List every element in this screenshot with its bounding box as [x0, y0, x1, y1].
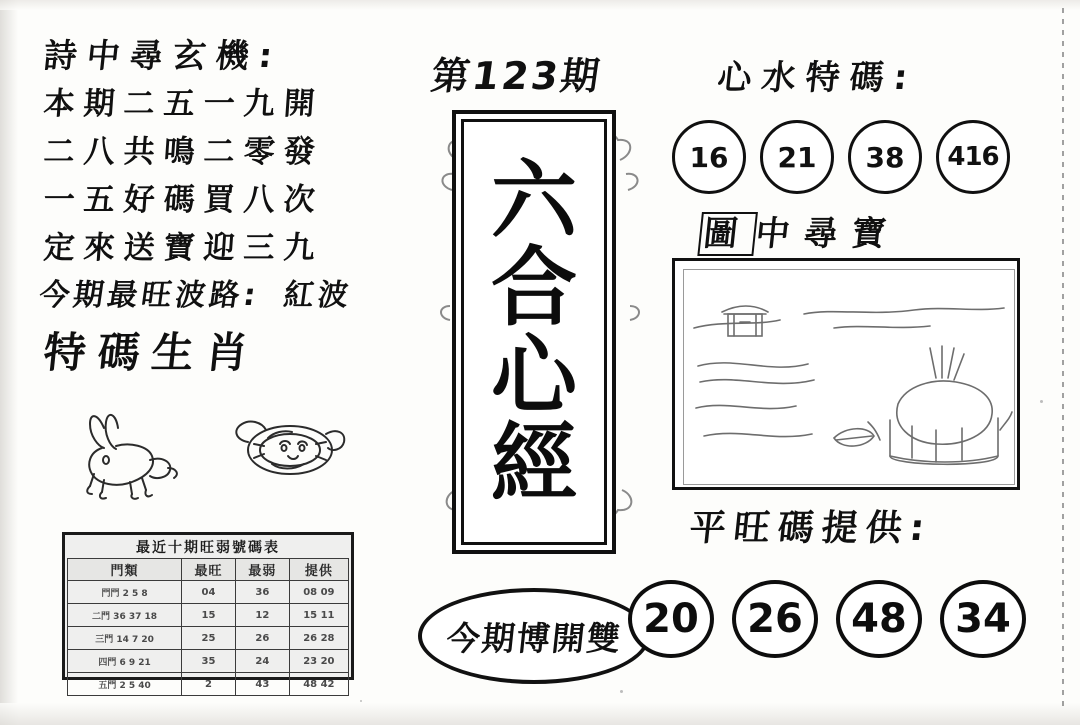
poem-line-1: 本期二五一九開: [42, 86, 326, 122]
picture-heading-rest: 中尋寶: [753, 214, 902, 254]
poem-line-3: 一五好碼買八次: [42, 182, 326, 218]
table-cell: 二門 36 37 18: [68, 604, 182, 627]
title-char-3: 心: [491, 325, 577, 426]
oval-banner: [418, 588, 650, 684]
special-number-circle: 21: [760, 120, 834, 194]
special-numbers-row: [672, 120, 1010, 194]
table-header-row: [68, 559, 349, 581]
picture-heading-char-1: 圖: [697, 212, 758, 256]
rabbit-icon: [60, 408, 210, 508]
poem-heading: 詩中尋玄機:: [41, 36, 285, 75]
ping-number-oval: 48: [836, 580, 922, 658]
table-cell: 24: [235, 650, 289, 673]
stats-table-caption: 最近十期旺弱號碼表: [136, 540, 280, 556]
table-row: [68, 581, 349, 604]
table-cell: 08 09: [289, 581, 348, 604]
table-cell: 25: [182, 627, 236, 650]
ping-number-oval: 20: [628, 580, 714, 658]
special-number-circle: 16: [672, 120, 746, 194]
table-cell: 15: [182, 604, 236, 627]
ping-numbers-heading: 平旺碼提供:: [687, 508, 935, 549]
poem-line-2: 二八共鳴二零發: [42, 134, 326, 170]
table-cell: 35: [182, 650, 236, 673]
table-cell: 2: [182, 673, 236, 696]
table-header-cell: 提供: [289, 559, 348, 581]
table-cell: 12: [235, 604, 289, 627]
table-cell: 15 11: [289, 604, 348, 627]
page-edge-shadow-left: [0, 0, 18, 725]
table-header-cell: 最旺: [182, 559, 236, 581]
picture-heading: [697, 206, 902, 255]
ping-numbers-row: [628, 580, 1026, 658]
page-edge-shadow-top: [0, 0, 1080, 10]
table-cell: 48 42: [289, 673, 348, 696]
table-cell: 五門 2 5 40: [68, 673, 182, 696]
table-row: [68, 650, 349, 673]
treasure-picture-frame: [672, 258, 1020, 490]
issue-number-label: 第123期: [428, 54, 605, 98]
table-row: [68, 673, 349, 696]
table-cell: 26 28: [289, 627, 348, 650]
table-cell: 36: [235, 581, 289, 604]
scan-speck: [360, 700, 362, 702]
table-cell: 04: [182, 581, 236, 604]
wave-route-line: [37, 270, 356, 314]
table-cell: 26: [235, 627, 289, 650]
table-cell: 三門 14 7 20: [68, 627, 182, 650]
tiger-icon: [228, 414, 358, 494]
special-number-circle: 38: [848, 120, 922, 194]
poem-line-4: 定來送寶迎三九: [42, 230, 326, 266]
oval-banner-text: 今期博開雙: [444, 618, 624, 658]
title-char-1: 六: [491, 149, 577, 251]
table-header-cell: 最弱: [235, 559, 289, 581]
table-row: [68, 604, 349, 627]
zodiac-heading: 特碼生肖: [41, 328, 263, 377]
special-number-circle: 416: [936, 120, 1010, 194]
title-plaque: [452, 110, 616, 554]
table-cell: 四門 6 9 21: [68, 650, 182, 673]
table-cell: 23 20: [289, 650, 348, 673]
title-plaque-text: [456, 114, 612, 550]
title-char-2: 合: [491, 237, 577, 339]
ping-number-oval: 26: [732, 580, 818, 658]
stats-table-container: [62, 532, 354, 691]
title-char-4: 經: [491, 412, 577, 514]
ping-number-oval: 34: [940, 580, 1026, 658]
treasure-picture: [683, 269, 1015, 485]
table-cell: 43: [235, 673, 289, 696]
table-header-cell: 門類: [68, 559, 182, 581]
table-cell: 門門 2 5 8: [68, 581, 182, 604]
wave-route-value: 紅波: [281, 278, 355, 313]
wave-route-label: 今期最旺波路:: [37, 278, 262, 313]
scan-speck: [620, 690, 623, 693]
table-row: [68, 627, 349, 650]
stats-table: [67, 537, 349, 696]
ink-landscape-illustration: [684, 270, 1015, 485]
page-border-dots: [1062, 8, 1064, 708]
page-edge-shadow-bottom: [0, 703, 1080, 725]
scan-speck: [1040, 400, 1043, 403]
special-numbers-heading: 心水特碼:: [715, 58, 920, 98]
